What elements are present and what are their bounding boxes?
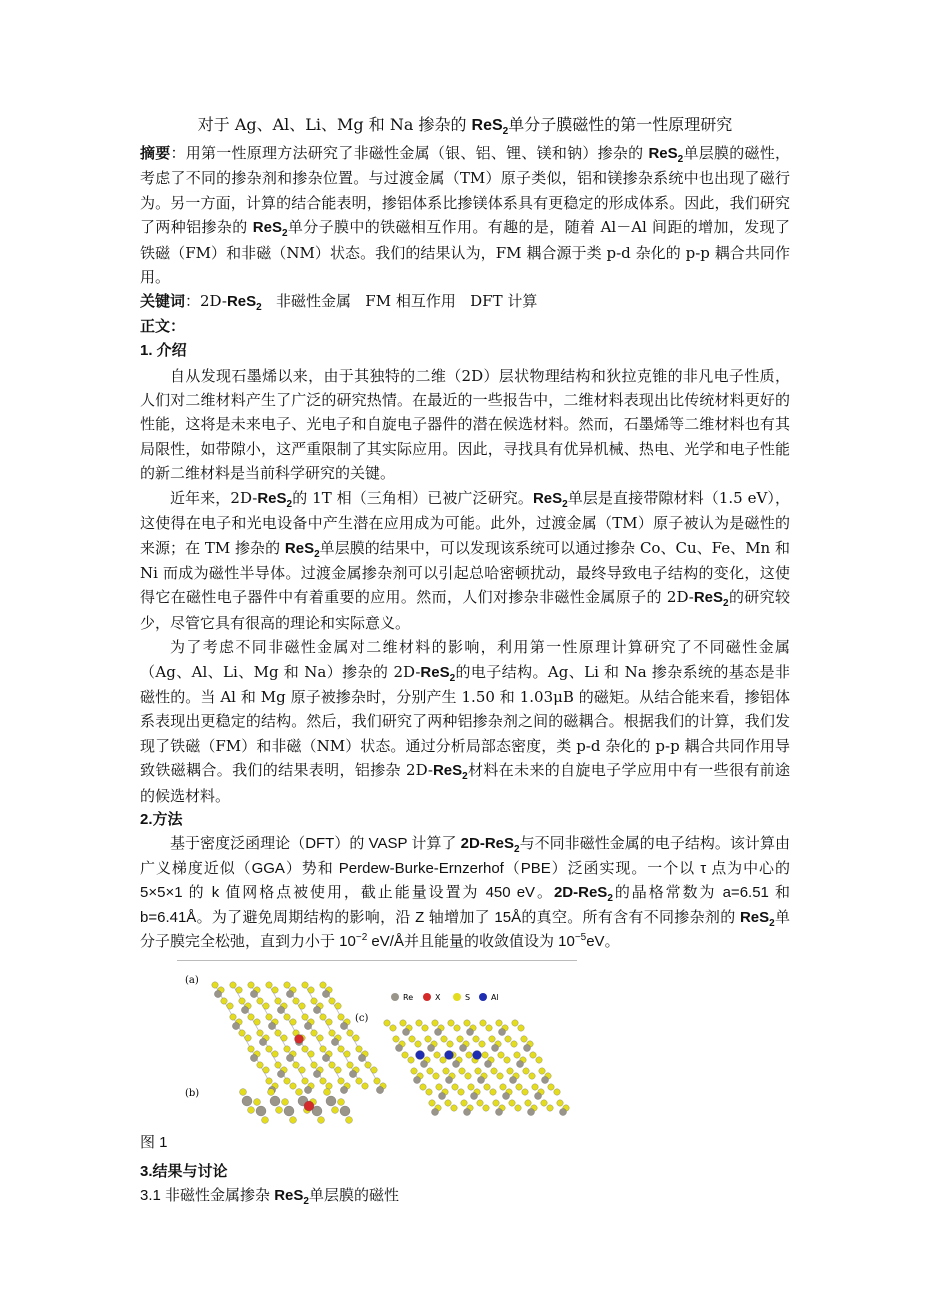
sulfur-atom [262,1117,269,1124]
sulfur-atom [332,1107,339,1114]
methods-paragraph: 基于密度泛函理论（DFT）的 VASP 计算了 2D-ReS$_2$与不同非磁性金属的电子结构。该计算由广义梯度近似（GGA）势和 Perdew-Burke-Ernzerhof（PBE）泛函实现。一个以 τ 点为中心的 5×5×1 的 k 值网格点被使用，截止能量设置为 450 eV。2D-ReS$_2$的晶格常数为 a=6.51 和 b=6.41Å。为了避免周期结构的影响，沿 Z 轴增加了 15Å的真空。所有含有不同掺杂剂的 ReS$_2$单分子膜完全松弛，直到力小于 $10^{-2}$ eV/Å并且能量的收敛值设为 $10^{-5}eV$。 [140,835,790,950]
sulfur-atom [425,1036,431,1042]
rhenium-atom [277,1007,284,1014]
sulfur-atom [459,1068,465,1074]
sulfur-atom [230,982,236,988]
rhenium-atom [560,1109,567,1116]
legend [391,993,499,1002]
panel-b-side-view [240,1089,353,1124]
sulfur-atom [522,1089,528,1095]
rhenium-atom [313,1071,320,1078]
sulfur-atom [390,1025,396,1031]
rhenium-atom [304,1087,311,1094]
rhenium-atom [304,1023,311,1030]
rhenium-atom [453,1061,460,1068]
sulfur-atom [320,982,326,988]
sulfur-atom [433,1073,439,1079]
rhenium-atom [250,1055,257,1062]
sulfur-atom [296,1089,303,1096]
legend-re-dot [391,993,399,1001]
legend-s: S [465,993,471,1003]
sulfur-atom [275,1030,281,1036]
sulfur-atom [346,1117,353,1124]
sulfur-atom [272,987,278,993]
sulfur-atom [239,998,245,1004]
sulfur-atom [408,1057,414,1063]
sulfur-atom [272,1051,278,1057]
rhenium-atom [535,1093,542,1100]
rhenium-atom [467,1029,474,1036]
sulfur-atom [445,1100,451,1106]
sulfur-atom [344,1051,350,1057]
rhenium-atom [270,1096,280,1106]
sulfur-atom [515,1105,521,1111]
sulfur-atom [263,1003,269,1009]
sulfur-atom [483,1105,489,1111]
panel-a-label: (a) [185,975,199,987]
sulfur-atom [293,998,299,1004]
sulfur-atom [415,1041,421,1047]
subsection-3-1-heading: 3.1 非磁性金属掺杂 ReS$_2$单层膜的磁性 [140,1187,399,1208]
rhenium-atom [460,1045,467,1052]
rhenium-atom [214,991,221,998]
sulfur-atom [554,1089,560,1095]
sulfur-atom [257,1030,263,1036]
legend-x-dot [423,993,431,1001]
rhenium-atom [499,1029,506,1036]
sulfur-atom [402,1052,408,1058]
sulfur-atom [491,1068,497,1074]
sulfur-atom [374,1078,380,1084]
sulfur-atom [496,1020,502,1026]
sulfur-atom [245,1035,251,1041]
aluminum-atom [416,1051,425,1060]
sulfur-atom [454,1025,460,1031]
rhenium-atom [331,1039,338,1046]
rhenium-atom [510,1077,517,1084]
aluminum-atom [445,1051,454,1060]
rhenium-atom [340,1023,347,1030]
sulfur-atom [547,1105,553,1111]
sulfur-atom [326,1083,332,1089]
sulfur-atom [532,1084,538,1090]
sulfur-atom [254,1099,261,1106]
sulfur-atom [347,1030,353,1036]
sulfur-atom [384,1020,390,1026]
legend-al-dot [479,993,487,1001]
sulfur-atom [266,1014,272,1020]
sulfur-atom [230,1014,236,1020]
sulfur-atom [504,1057,510,1063]
sulfur-atom [475,1068,481,1074]
sulfur-atom [441,1036,447,1042]
sulfur-atom [227,1003,233,1009]
rhenium-atom [256,1106,266,1116]
sulfur-atom [221,998,227,1004]
sulfur-atom [448,1020,454,1026]
sulfur-atom [324,1089,331,1096]
sulfur-atom [365,1062,371,1068]
sulfur-atom [276,1107,283,1114]
sulfur-atom [486,1025,492,1031]
sulfur-atom [557,1100,563,1106]
rhenium-atom [286,991,293,998]
sulfur-atom [505,1036,511,1042]
sulfur-atom [317,1035,323,1041]
sulfur-atom [516,1084,522,1090]
sulfur-atom [548,1084,554,1090]
legend-al: Al [491,993,499,1003]
sulfur-atom [498,1052,504,1058]
panel-a-lattice [212,982,386,1094]
abstract: 摘要：用第一性原理方法研究了非磁性金属（银、铝、锂、镁和钠）掺杂的 ReS$_2$单层膜的磁性，考虑了不同的掺杂剂和掺杂位置。与过渡金属（TM）原子类似，铝和镁掺杂系统中也出现了磁行为。另一方面，计算的结合能表明，掺铝体系比掺镁体系具有更稳定的形成体系。因此，我们研究了两种铝掺杂的 ReS$_2$单分子膜中的铁磁相互作用。有趣的是，随着 Al－Al 间距的增加，发现了铁磁（FM）和非磁（NM）状态。我们的结果认为，FM 耦合源于类 p-d 杂化的 p-p 耦合共同作用。 [140,144,790,287]
sulfur-atom [299,1003,305,1009]
sulfur-atom [493,1100,499,1106]
sulfur-atom [329,998,335,1004]
rhenium-atom [485,1061,492,1068]
sulfur-atom [362,1083,368,1089]
sulfur-atom [490,1089,496,1095]
sulfur-atom [268,1089,275,1096]
sulfur-atom [290,1083,296,1089]
figure-caption: 图 1 [140,1134,168,1152]
sulfur-atom [477,1100,483,1106]
sulfur-atom [290,1117,297,1124]
dopant-atom [304,1101,314,1111]
rhenium-atom [241,1007,248,1014]
sulfur-atom [239,1030,245,1036]
sulfur-atom [356,1078,362,1084]
sulfur-atom [353,1035,359,1041]
sulfur-atom [299,1067,305,1073]
rhenium-atom [232,1023,239,1030]
sulfur-atom [480,1020,486,1026]
aluminum-atom [473,1051,482,1060]
rhenium-atom [340,1106,350,1116]
rhenium-atom [524,1045,531,1052]
sulfur-atom [518,1025,524,1031]
section-2-heading: 2.方法 [140,810,183,828]
sulfur-atom [409,1036,415,1042]
rhenium-atom [322,1055,329,1062]
sulfur-atom [420,1084,426,1090]
sulfur-atom [451,1105,457,1111]
rhenium-atom [322,991,329,998]
rhenium-atom [542,1077,549,1084]
rhenium-atom [277,1071,284,1078]
sulfur-atom [427,1068,433,1074]
sulfur-atom [320,1014,326,1020]
sulfur-atom [240,1089,247,1096]
sulfur-atom [468,1084,474,1090]
legend-re: Re [403,993,414,1003]
rhenium-atom [376,1087,383,1094]
sulfur-atom [500,1084,506,1090]
sulfur-atom [400,1020,406,1026]
sulfur-atom [320,1078,326,1084]
sulfur-atom [458,1089,464,1095]
sulfur-atom [541,1100,547,1106]
sulfur-atom [466,1052,472,1058]
rhenium-atom [471,1093,478,1100]
sulfur-atom [212,982,218,988]
sulfur-atom [263,1067,269,1073]
sulfur-atom [523,1068,529,1074]
sulfur-atom [432,1020,438,1026]
sulfur-atom [308,1051,314,1057]
intro-paragraph-1: 自从发现石墨烯以来，由于其独特的二维（2D）层状物理结构和狄拉克锥的非凡电子性质，人们对二维材料产生了广泛的研究热情。在最近的一些报告中，二维材料表现出比传统材料更好的性能，这将是未来电子、光电子和自旋电子器件的潜在候选材料。然而，石墨烯等二维材料也有其局限性，如带隙小，这严重限制了其实际应用。因此，寻找具有优异机械、热电、光学和电子性能的新二维材料是当前科学研究的关键。 [140,366,790,483]
sulfur-atom [482,1052,488,1058]
sulfur-atom [447,1041,453,1047]
sulfur-atom [356,1046,362,1052]
rhenium-atom [259,1039,266,1046]
sulfur-atom [236,987,242,993]
sulfur-atom [284,1078,290,1084]
sulfur-atom [329,1030,335,1036]
sulfur-atom [497,1073,503,1079]
sulfur-atom [509,1100,515,1106]
sulfur-atom [465,1073,471,1079]
sulfur-atom [338,1078,344,1084]
panel-b-label: (b) [185,1088,200,1100]
sulfur-atom [335,1003,341,1009]
sulfur-atom [320,1046,326,1052]
intro-paragraph-3: 为了考虑不同非磁性金属对二维材料的影响，利用第一性原理计算研究了不同磁性金属（Ag、Al、Li、Mg 和 Na）掺杂的 2D-ReS$_2$的电子结构。Ag、Li 和 Na 掺杂系统的基态是非磁性的。当 Al 和 Mg 原子被掺杂时，分别产生 1.50 和 1.03μB 的磁矩。从结合能来看，掺铝体系表现出更稳定的结构。然后，我们研究了两种铝掺杂剂之间的磁耦合。根据我们的计算，我们发现了铁磁（FM）和非磁（NM）状态。通过分析局部态密度，类 p-d 杂化的 p-p 耦合共同作用导致铁磁耦合。我们的结果表明，铝掺杂 2D-ReS$_2$材料在未来的自旋电子学应用中有一些很有前途的候选材料。 [140,638,790,805]
sulfur-atom [338,1046,344,1052]
sulfur-atom [338,1099,345,1106]
rhenium-atom [396,1045,403,1052]
sulfur-atom [479,1041,485,1047]
abstract-label: 摘要 [140,145,171,162]
rhenium-atom [428,1045,435,1052]
sulfur-atom [530,1052,536,1058]
sulfur-atom [371,1067,377,1073]
sulfur-atom [521,1036,527,1042]
rhenium-atom [284,1106,294,1116]
sulfur-atom [489,1036,495,1042]
sulfur-atom [347,1062,353,1068]
paper-page [140,112,790,1209]
rhenium-atom [414,1077,421,1084]
sulfur-atom [302,1046,308,1052]
rhenium-atom [268,1023,275,1030]
rhenium-atom [492,1045,499,1052]
rhenium-atom [326,1096,336,1106]
sulfur-atom [275,1062,281,1068]
rhenium-atom [358,1055,365,1062]
sulfur-atom [511,1041,517,1047]
sulfur-atom [440,1057,446,1063]
rhenium-atom [313,1007,320,1014]
sulfur-atom [329,1062,335,1068]
rhenium-atom [340,1087,347,1094]
rhenium-atom [528,1109,535,1116]
rhenium-atom [464,1109,471,1116]
sulfur-atom [473,1036,479,1042]
rhenium-atom [403,1029,410,1036]
sulfur-atom [257,1062,263,1068]
sulfur-atom [338,1014,344,1020]
sulfur-atom [529,1073,535,1079]
rhenium-atom [503,1093,510,1100]
sulfur-atom [393,1036,399,1042]
rhenium-atom [496,1109,503,1116]
rhenium-atom [421,1061,428,1068]
sulfur-atom [461,1100,467,1106]
figure-1-image [177,961,577,1131]
section-1-heading: 1. 介绍 [140,342,187,360]
legend-s-dot [453,993,461,1001]
sulfur-atom [311,1062,317,1068]
rhenium-atom [435,1029,442,1036]
sulfur-atom [257,998,263,1004]
sulfur-atom [248,982,254,988]
rhenium-atom [446,1077,453,1084]
sulfur-atom [275,998,281,1004]
body-label: 正文： [140,317,186,335]
sulfur-atom [284,982,290,988]
sulfur-atom [311,998,317,1004]
sulfur-atom [434,1052,440,1058]
sulfur-atom [302,982,308,988]
figure-1 [177,960,577,1131]
sulfur-atom [452,1084,458,1090]
sulfur-atom [302,1078,308,1084]
sulfur-atom [536,1057,542,1063]
sulfur-atom [507,1068,513,1074]
sulfur-atom [335,1067,341,1073]
panel-c-lattice [384,1020,569,1116]
sulfur-atom [416,1020,422,1026]
sulfur-atom [429,1100,435,1106]
sulfur-atom [248,1014,254,1020]
rhenium-atom [349,1071,356,1078]
sulfur-atom [281,1035,287,1041]
rhenium-atom [478,1077,485,1084]
sulfur-atom [290,1019,296,1025]
sulfur-atom [248,1046,254,1052]
sulfur-atom [525,1100,531,1106]
rhenium-atom [517,1061,524,1068]
sulfur-atom [436,1084,442,1090]
sulfur-atom [426,1089,432,1095]
sulfur-atom [464,1020,470,1026]
rhenium-atom [432,1109,439,1116]
sulfur-atom [266,1078,272,1084]
intro-paragraph-2: 近年来，2D-ReS$_2$的 1T 相（三角相）已被广泛研究。ReS$_2$单层是直接带隙材料（1.5 eV），这使得在电子和光电设备中产生潜在应用成为可能。此外，过渡金属（TM）原子被认为是磁性的来源；在 TM 掺杂的 ReS$_2$单层膜的结果中，可以发现该系统可以通过掺杂 Co、Cu、Fe、Mn 和 Ni 而成为磁性半导体。过渡金属掺杂剂可以引起总哈密顿扰动，最终导致电子结构的变化，这使得它在磁性电子器件中有着重要的应用。然而，人们对掺杂非磁性金属原子的 2D-ReS$_2$的研究较少，尽管它具有很高的理论和实际意义。 [140,488,791,632]
sulfur-atom [326,1019,332,1025]
sulfur-atom [422,1025,428,1031]
sulfur-atom [254,1019,260,1025]
sulfur-atom [457,1036,463,1042]
sulfur-atom [266,982,272,988]
sulfur-atom [282,1099,289,1106]
sulfur-atom [514,1052,520,1058]
sulfur-atom [443,1068,449,1074]
sulfur-atom [248,1107,255,1114]
rhenium-atom [286,1055,293,1062]
rhenium-atom [439,1093,446,1100]
rhenium-atom [242,1096,252,1106]
sulfur-atom [302,1014,308,1020]
sulfur-atom [284,1014,290,1020]
sulfur-atom [484,1084,490,1090]
sulfur-atom [411,1068,417,1074]
sulfur-atom [512,1020,518,1026]
panel-c-label: (c) [355,1013,369,1025]
dopant-atom [295,1035,304,1044]
rhenium-atom [250,991,257,998]
sulfur-atom [311,1030,317,1036]
sulfur-atom [308,987,314,993]
sulfur-atom [266,1046,272,1052]
paper-title: 对于 Ag、Al、Li、Mg 和 Na 掺杂的 ReS$_2$单分子膜磁性的第一性原理研究 [197,115,733,138]
sulfur-atom [284,1046,290,1052]
section-3-heading: 3.结果与讨论 [140,1162,228,1180]
sulfur-atom [293,1062,299,1068]
keywords: 关键词：2D-ReS$_2$ 非磁性金属 FM 相互作用 DFT 计算 [140,292,538,314]
sulfur-atom [539,1068,545,1074]
legend-x: X [435,993,441,1003]
sulfur-atom [318,1117,325,1124]
